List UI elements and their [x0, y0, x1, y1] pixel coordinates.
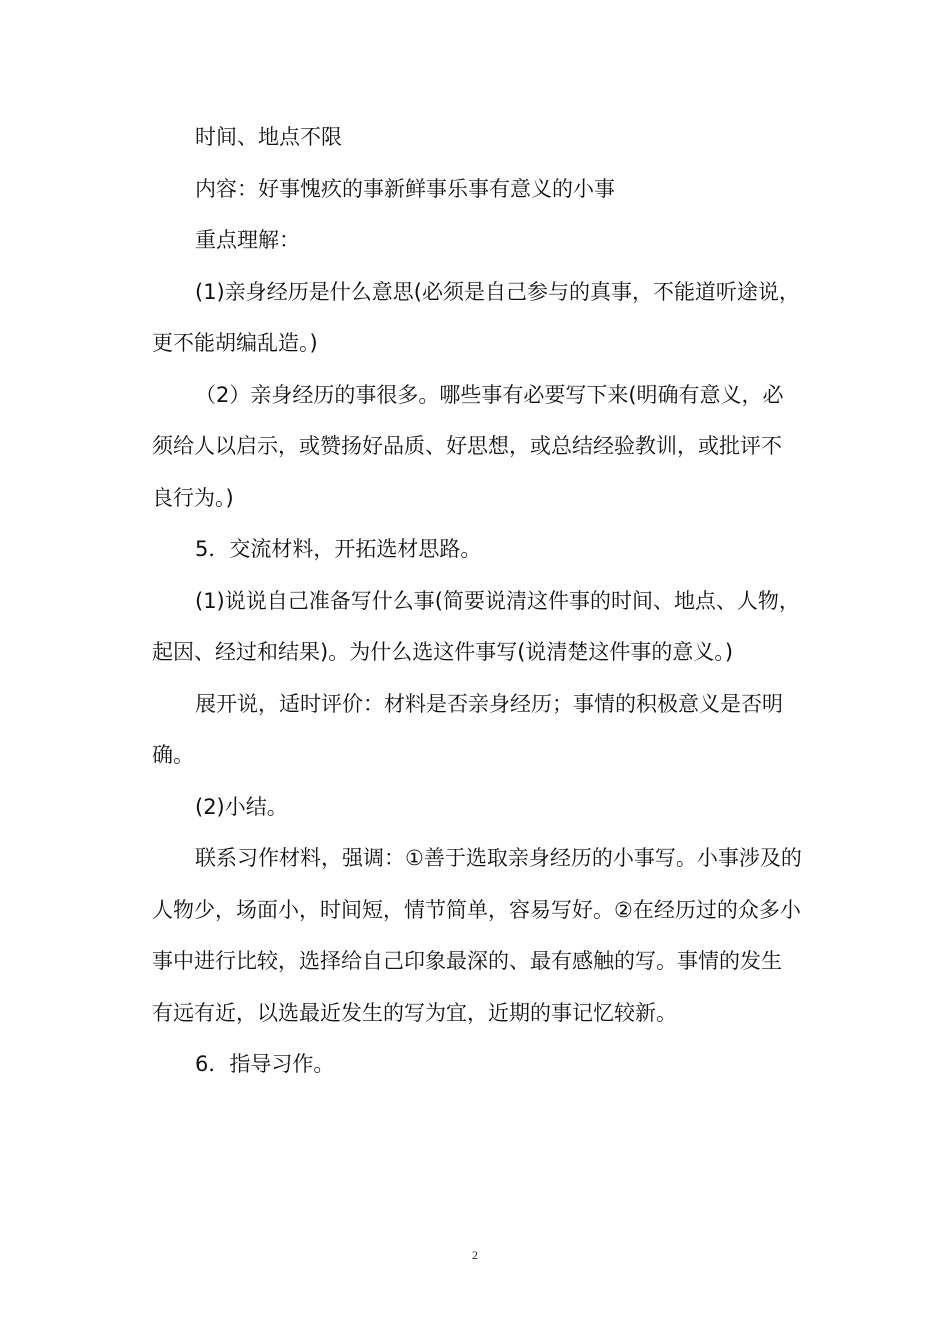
paragraph-content: 内容：好事愧疚的事新鲜事乐事有意义的小事: [195, 176, 615, 201]
document-body: [152, 112, 802, 1091]
paragraph-point-1: (1)亲身经历是什么意思(必须是自己参与的真事，不能道听途说，更不能胡编乱造。): [152, 279, 800, 355]
paragraph-evaluation: 展开说，适时评价：材料是否亲身经历；事情的积极意义是否明确。: [152, 691, 783, 767]
paragraph-section-5: 5．交流材料，开拓选材思路。: [195, 537, 482, 561]
paragraph-key-understanding: 重点理解：: [195, 228, 300, 252]
paragraph-point-2: （2）亲身经历的事很多。哪些事有必要写下来(明确有意义，必须给人以启示，或赞扬好品质、好思想，或总结经验教训，或批评不良行为。): [152, 382, 784, 510]
page-number: 2: [472, 1248, 478, 1262]
paragraph-section-5-1: (1)说说自己准备写什么事(简要说清这件事的时间、地点、人物，起因、经过和结果)。为什么选这件事写(说清楚这件事的意义。): [152, 588, 800, 664]
paragraph-summary: 联系习作材料，强调：①善于选取亲身经历的小事写。小事涉及的人物少，场面小，时间短，情节简单，容易写好。②在经历过的众多小事中进行比较，选择给自己印象最深的、最有感触的写。事情的发生有远有近，以选最近发生的写为宜，近期的事记忆较新。: [152, 846, 802, 1025]
paragraph-section-6: 6．指导习作。: [195, 1052, 335, 1076]
paragraph-time-place: 时间、地点不限: [195, 125, 342, 149]
paragraph-section-5-2: (2)小结。: [195, 794, 288, 819]
